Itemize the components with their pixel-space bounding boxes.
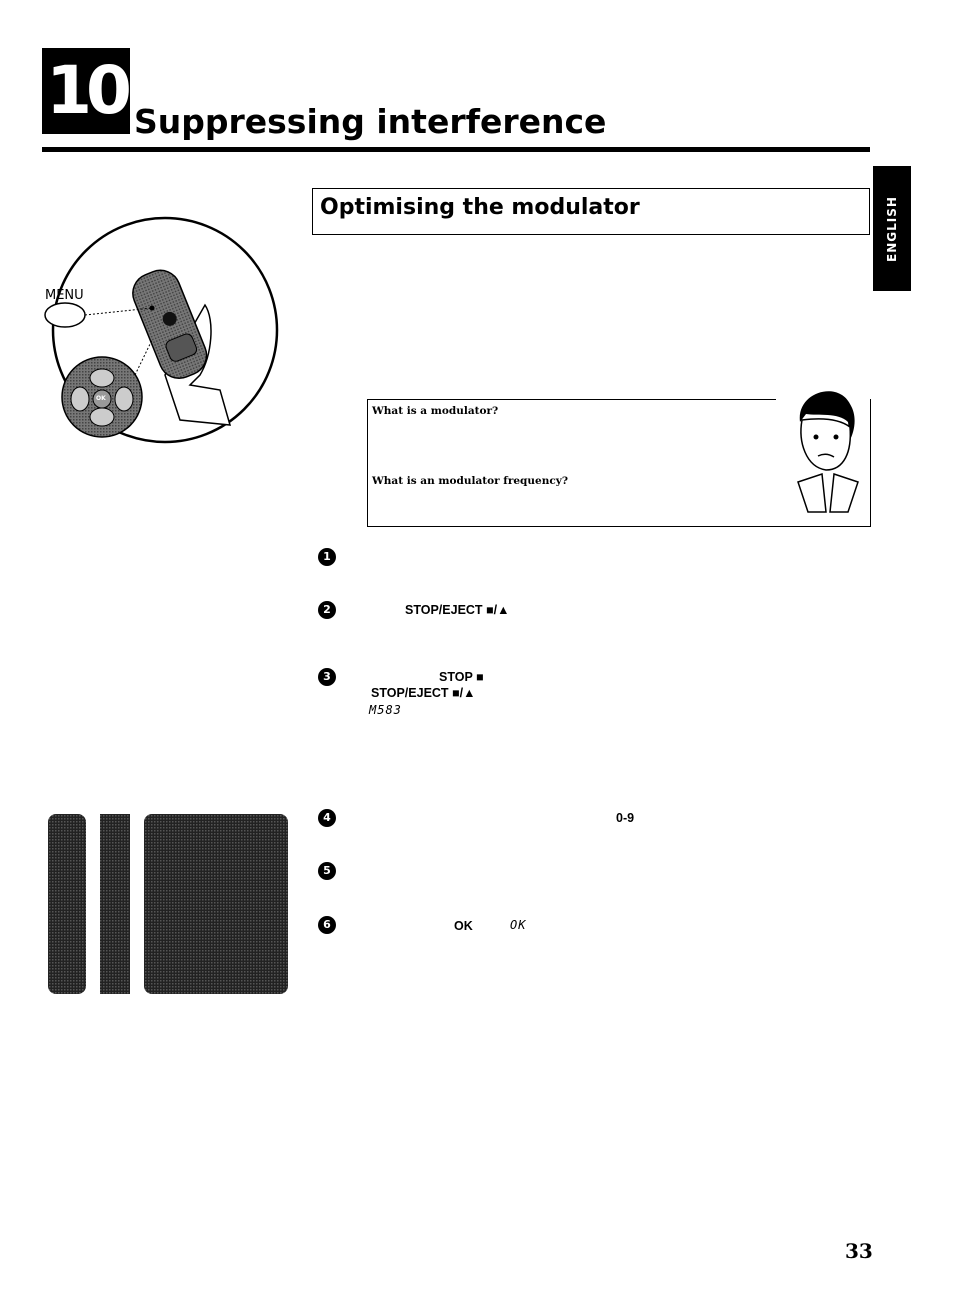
step-3-number: 3 [318,668,336,686]
section-heading-box [312,188,870,235]
language-tab-label: ENGLISH [885,195,899,262]
character-face [801,419,850,470]
step-3-key-stop-eject: STOP/EJECT ■/▲ [371,686,476,700]
chapter-number: 10 [46,52,126,129]
character-collar [798,474,858,512]
step-6-display: OK [510,918,527,932]
chapter-number-box [42,48,130,134]
step-6-number: 6 [318,916,336,934]
step-6-key: OK [454,919,473,933]
page-number: 33 [845,1239,873,1263]
language-tab [873,166,911,291]
menu-button-callout [45,303,85,327]
right-arrow-icon [115,387,133,411]
step-5-number: 5 [318,862,336,880]
step-1-number: 1 [318,548,336,566]
info-question-modulator: What is a modulator? [372,405,499,417]
menu-label: MENU [45,288,84,303]
character-illustration [778,382,870,522]
step-4-number: 4 [318,809,336,827]
left-arrow-icon [71,387,89,411]
remote-control-illustration [40,215,290,445]
step-3-display: M583 [369,703,402,717]
step-2-key: STOP/EJECT ■/▲ [405,603,510,617]
chapter-title: Suppressing interference [134,102,607,141]
info-question-frequency: What is an modulator frequency? [372,475,568,487]
section-title: Optimising the modulator [320,195,640,220]
step-2-number: 2 [318,601,336,619]
screen-panel-right [144,814,288,994]
step-4-key: 0-9 [616,811,635,825]
screen-panel-left [48,814,86,994]
down-arrow-icon [90,408,114,426]
screen-panel-middle [100,814,130,994]
ok-label: OK [96,395,106,402]
step-3-key-stop: STOP ■ [439,670,484,684]
tv-screen-panels [46,812,290,996]
up-arrow-icon [90,369,114,387]
header-rule [42,147,870,152]
